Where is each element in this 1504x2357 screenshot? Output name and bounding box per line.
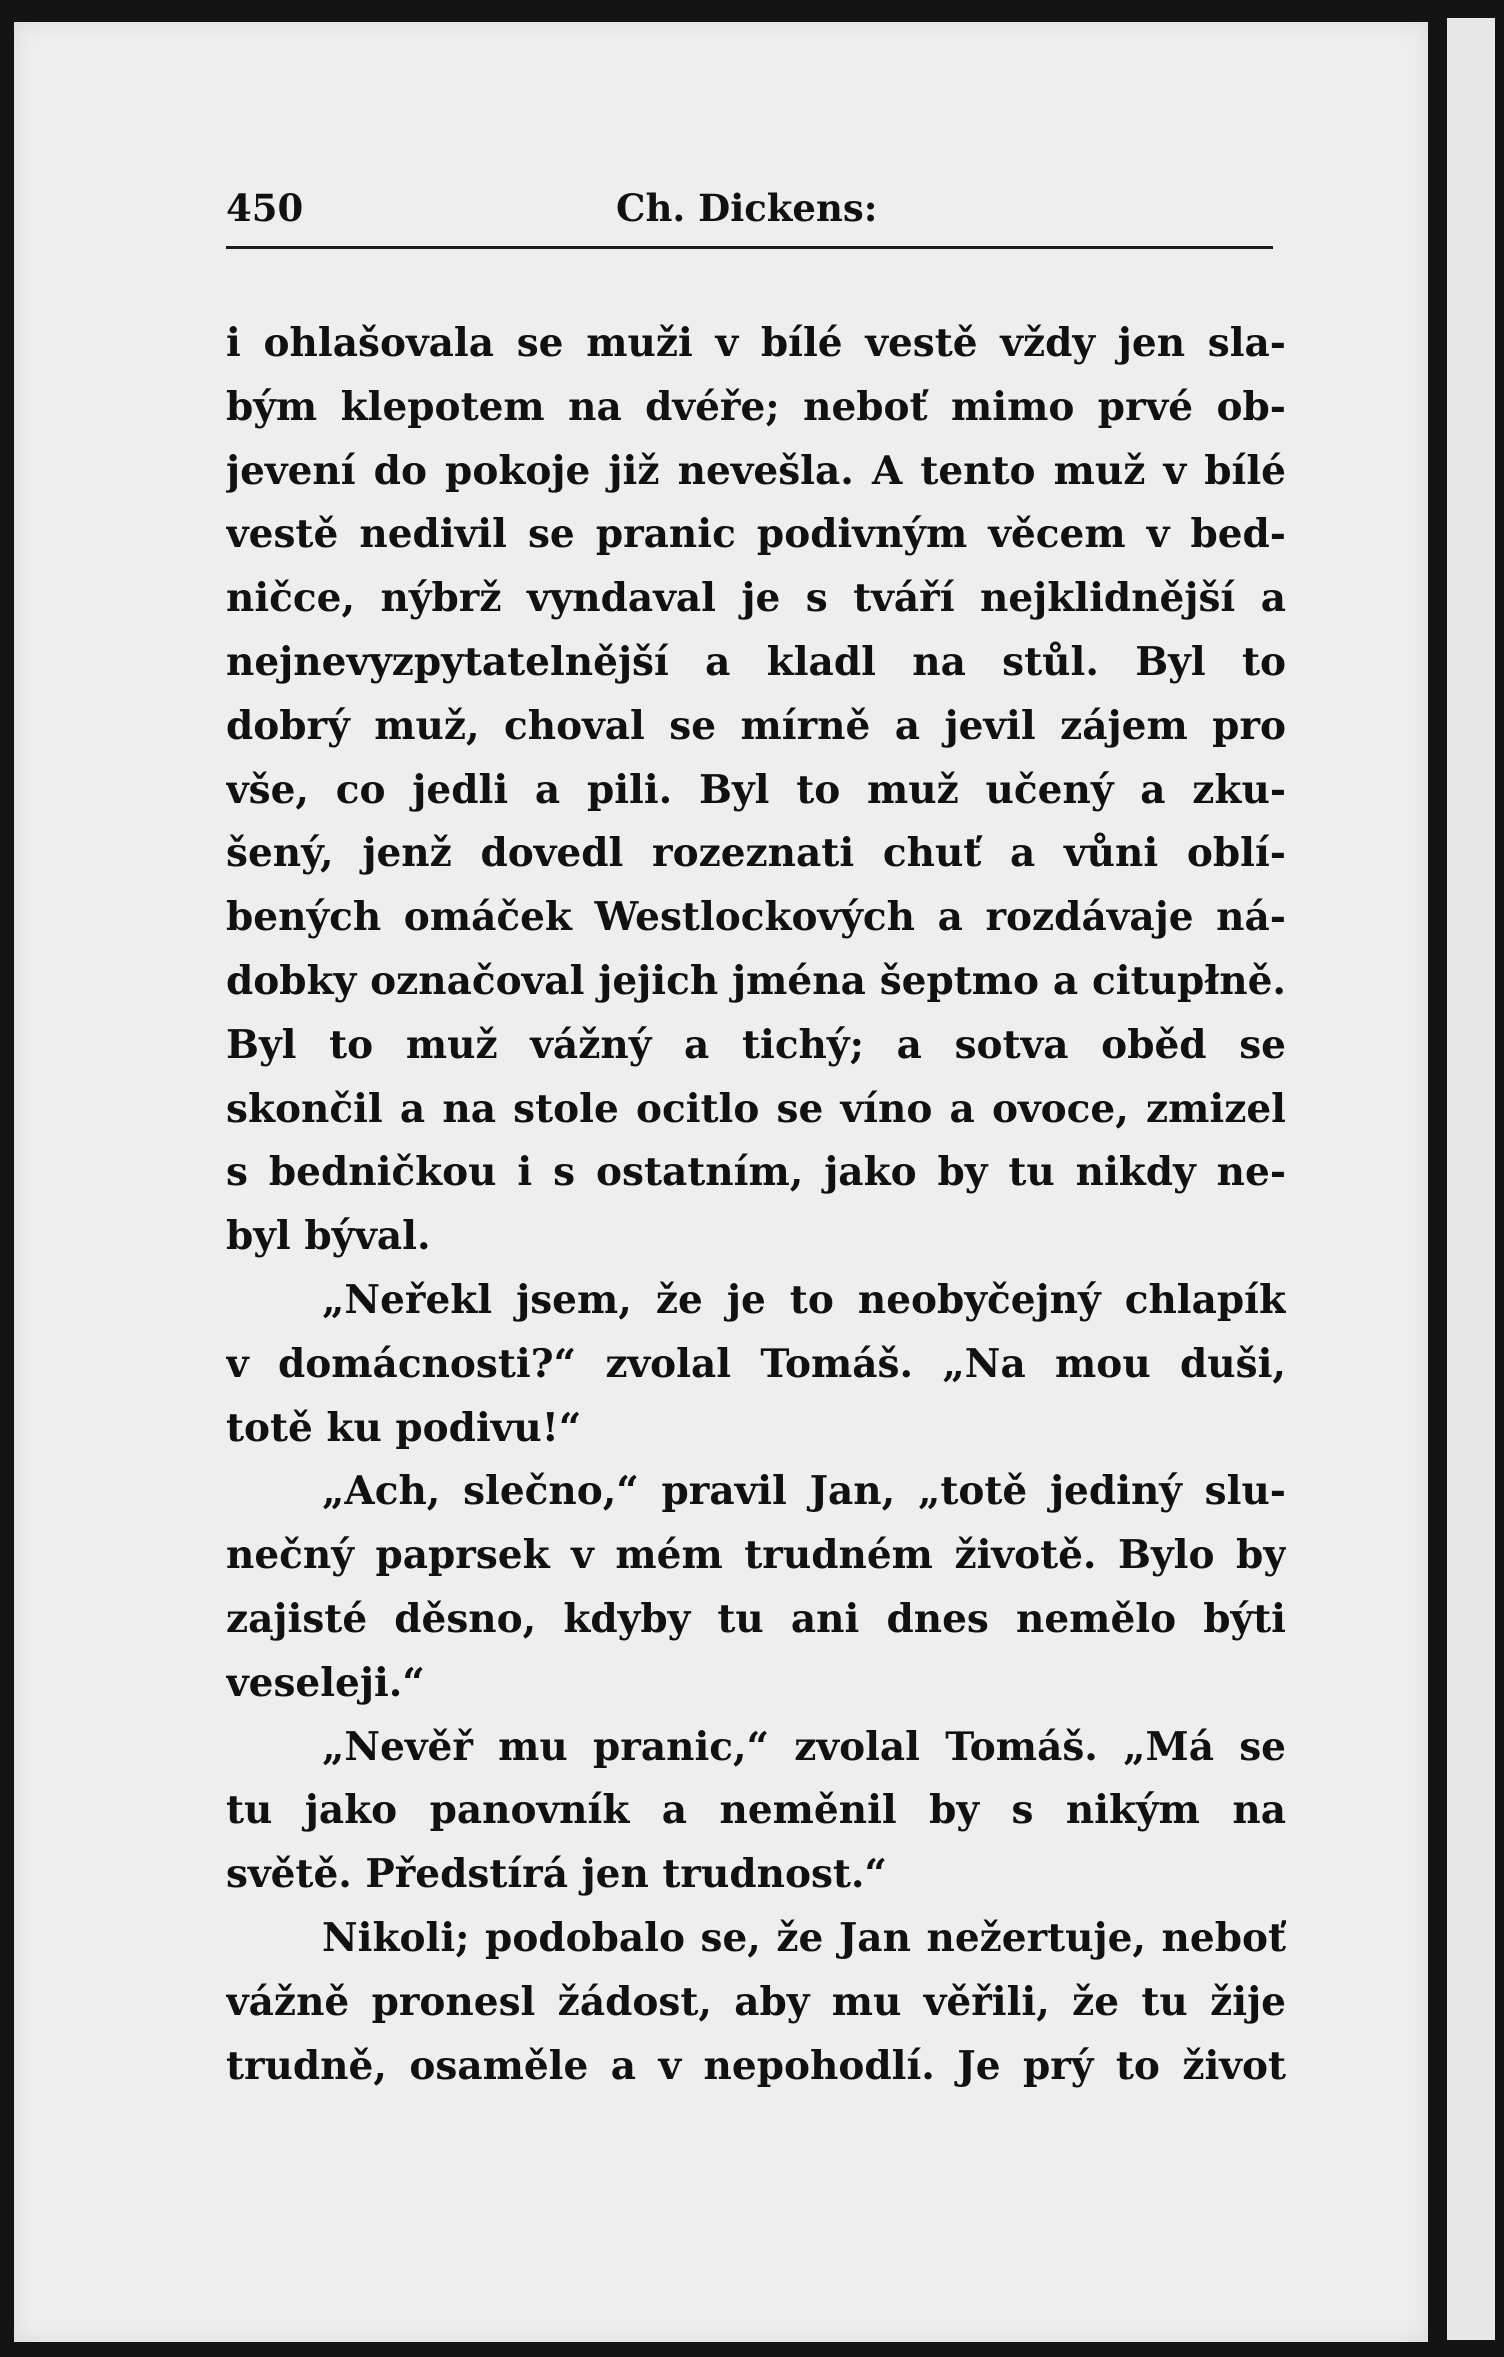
text-line: tu jako panovník a neměnil by s nikým na xyxy=(226,1787,1286,1834)
text-line: s bedničkou i s ostatním, jako by tu nikdy ne- xyxy=(226,1149,1286,1196)
text-line: nečný paprsek v mém trudném životě. Bylo by xyxy=(226,1532,1286,1579)
text-line: v domácnosti?“ zvolal Tomáš. „Na mou duši, xyxy=(226,1340,1286,1387)
text-line: Byl to muž vážný a tichý; a sotva oběd se xyxy=(226,1021,1286,1068)
text-line: ničce, nýbrž vyndaval je s tváří nejklidnější a xyxy=(226,575,1286,622)
text-line: trudně, osaměle a v nepohodlí. Je prý to život xyxy=(226,2042,1286,2089)
text-line: vestě nedivil se pranic podivným věcem v bed- xyxy=(226,511,1286,558)
text-line: bených omáček Westlockových a rozdávaje ná- xyxy=(226,894,1286,941)
text-line: zajisté děsno, kdyby tu ani dnes nemělo býti xyxy=(226,1595,1286,1642)
text-line: „Nevěř mu pranic,“ zvolal Tomáš. „Má se xyxy=(322,1723,1286,1770)
text-line: skončil a na stole ocitlo se víno a ovoce, zmizel xyxy=(226,1085,1286,1132)
page-number: 450 xyxy=(226,186,304,230)
text-line: nejnevyzpytatelnější a kladl na stůl. Byl to xyxy=(226,638,1286,685)
text-line: šený, jenž dovedl rozeznati chuť a vůni oblí- xyxy=(226,830,1286,877)
text-line: byl býval. xyxy=(226,1213,431,1260)
text-line: Nikoli; podobalo se, že Jan nežertuje, neboť xyxy=(322,1914,1286,1961)
text-line: světě. Předstírá jen trudnost.“ xyxy=(226,1851,887,1898)
body-text xyxy=(226,312,1286,2098)
text-line: i ohlašovala se muži v bílé vestě vždy jen sla- xyxy=(226,320,1286,366)
text-line: veseleji.“ xyxy=(226,1659,425,1706)
running-head: Ch. Dickens: xyxy=(616,186,878,230)
text-line: „Neřekl jsem, že je to neobyčejný chlapík xyxy=(322,1276,1286,1323)
text-line: totě ku podivu!“ xyxy=(226,1404,582,1451)
text-line: vše, co jedli a pili. Byl to muž učený a zku- xyxy=(226,766,1286,813)
header-rule xyxy=(226,246,1273,249)
text-line: dobky označoval jejich jména šeptmo a citupłně. xyxy=(226,957,1286,1004)
page-header xyxy=(226,178,1273,248)
facing-page-edge xyxy=(1447,18,1495,2340)
text-line: vážně pronesl žádost, aby mu věřili, že tu žije xyxy=(226,1978,1286,2025)
text-line: bým klepotem na dvéře; neboť mimo prvé ob- xyxy=(226,383,1286,430)
text-line: dobrý muž, choval se mírně a jevil zájem pro xyxy=(226,702,1286,749)
text-line: jevení do pokoje již nevešla. A tento muž v bílé xyxy=(226,447,1286,494)
text-line: „Ach, slečno,“ pravil Jan, „totě jediný slu- xyxy=(322,1468,1286,1515)
